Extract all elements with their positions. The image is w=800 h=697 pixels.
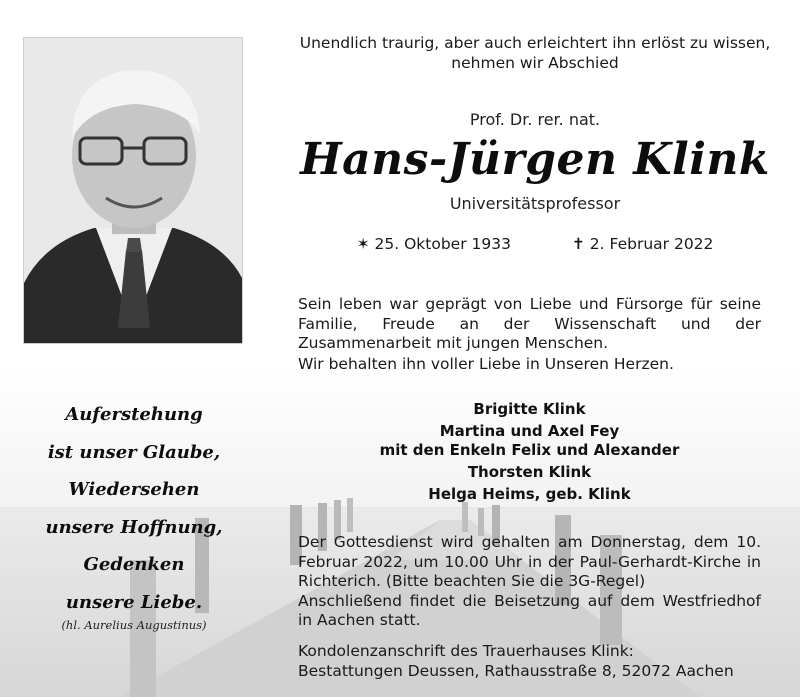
profession: Universitätsprofessor: [449, 194, 621, 213]
intro-line-1: Unendlich traurig, aber auch erleichtert ihn erlöst zu wissen,: [299, 34, 771, 52]
poem-author: (hl. Aurelius Augustinus): [61, 618, 207, 632]
poem-line: unsere Hoffnung,: [45, 516, 223, 538]
mourner-name: Thorsten Klink: [467, 463, 592, 481]
birth-date: ✶ 25. Oktober 1933: [356, 235, 511, 253]
life-dates: [270, 235, 800, 253]
poem: [20, 402, 248, 633]
mourners-list: [298, 398, 761, 505]
biography-paragraph-1: Sein leben war geprägt von Liebe und Fürsorge für seine Familie, Freude an der Wissenschaft und der Zusammenarbeit mit jungen Menschen.: [298, 295, 761, 352]
service-paragraph-2: Anschließend findet die Beisetzung auf dem Westfriedhof in Aachen statt.: [298, 591, 761, 629]
poem-line: Gedenken: [83, 554, 185, 575]
portrait-illustration: [24, 38, 242, 343]
service-paragraph-1: Der Gottesdienst wird gehalten am Donnerstag, dem 10. Februar 2022, um 10.00 Uhr in der Paul-Gerhardt-Kirche in Richterich. (Bitte beachten Sie die 3G-Regel): [298, 533, 761, 590]
biography: [298, 295, 761, 375]
intro-text: [270, 33, 800, 73]
condolence-line-1: Kondolenzanschrift des Trauerhauses Klink:: [298, 642, 634, 660]
poem-line: ist unser Glaube,: [47, 441, 221, 463]
service-info: [298, 533, 761, 631]
biography-paragraph-2: Wir behalten ihn voller Liebe in Unseren Herzen.: [298, 354, 674, 373]
deceased-name: Hans-Jürgen Klink: [300, 134, 770, 185]
mourner-name: mit den Enkeln Felix und Alexander: [379, 441, 680, 459]
mourner-name: Helga Heims, geb. Klink: [428, 485, 631, 503]
portrait-photo: [23, 37, 243, 344]
mourner-name: Martina und Axel Fey: [439, 422, 620, 440]
mourner-name: Brigitte Klink: [473, 400, 586, 418]
poem-line: Wiedersehen: [68, 479, 200, 500]
condolence-address: [298, 642, 761, 681]
poem-line: unsere Liebe.: [65, 591, 203, 613]
academic-title: Prof. Dr. rer. nat.: [469, 110, 601, 129]
death-date: ✝ 2. Februar 2022: [571, 235, 714, 253]
condolence-line-2: Bestattungen Deussen, Rathausstraße 8, 52072 Aachen: [298, 661, 734, 680]
intro-line-2: nehmen wir Abschied: [451, 54, 619, 72]
poem-line: Auferstehung: [65, 404, 203, 425]
